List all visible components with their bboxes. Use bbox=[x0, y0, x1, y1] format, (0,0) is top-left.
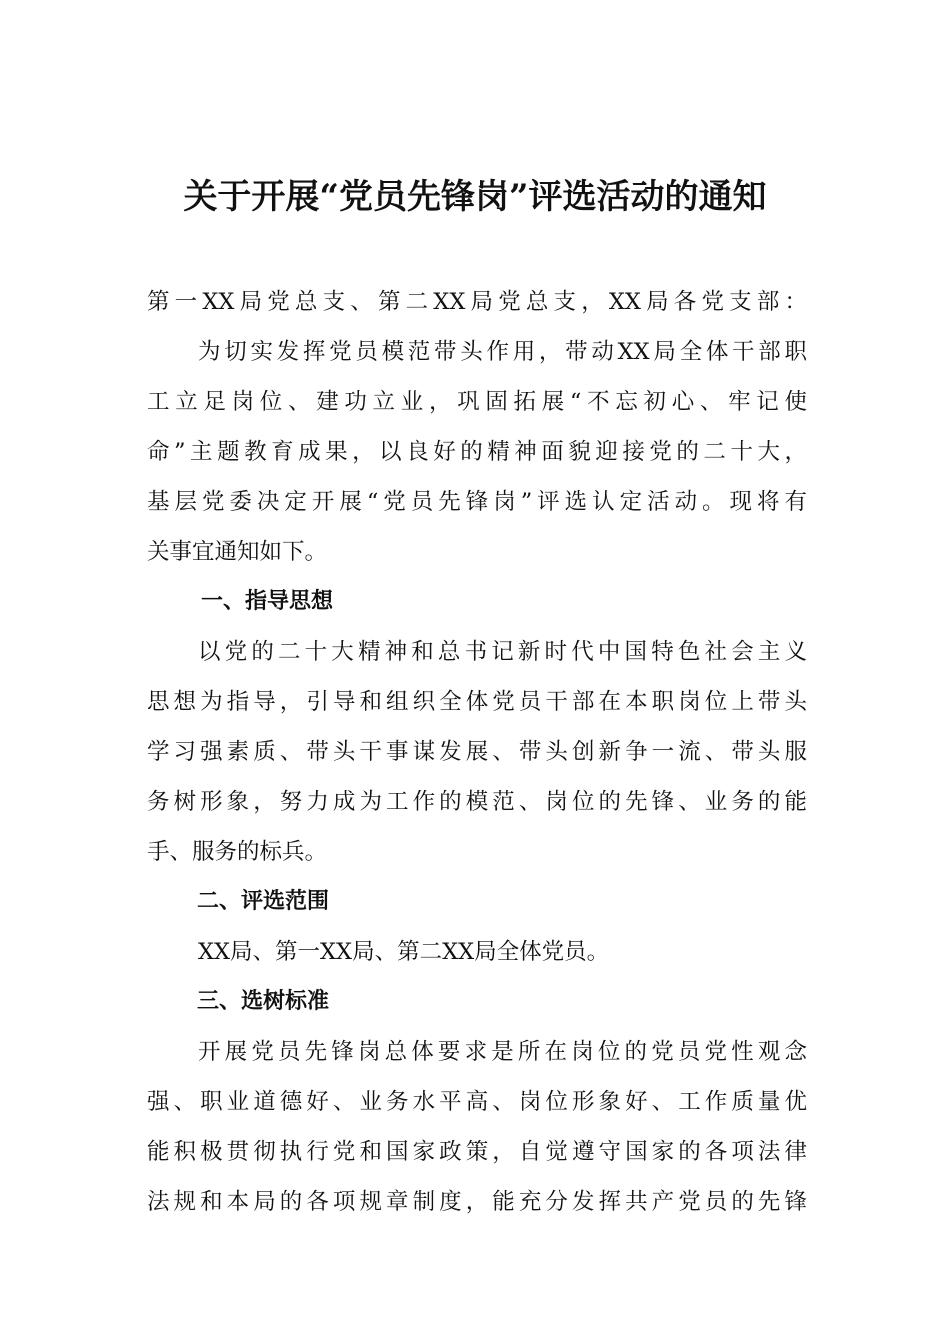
paragraph-line: 开展党员先锋岗总体要求是所在岗位的党员党性观念 bbox=[198, 1039, 807, 1065]
paragraph-line: 思想为指导，引导和组织全体党员干部在本职岗位上带头 bbox=[147, 689, 807, 715]
paragraph-line: 法规和本局的各项规章制度，能充分发挥共产党员的先锋 bbox=[147, 1189, 807, 1215]
section-heading-selection-scope: 二、评选范围 bbox=[197, 889, 330, 914]
paragraph-line: 务树形象，努力成为工作的模范、岗位的先锋、业务的能 bbox=[147, 789, 807, 815]
paragraph-line: 工立足岗位、建功立业，巩固拓展“不忘初心、牢记使 bbox=[147, 389, 807, 415]
section2-paragraph: XX局、第一XX局、第二XX局全体党员。 bbox=[198, 939, 610, 965]
section3-paragraph bbox=[147, 1027, 807, 1227]
paragraph-line: 手、服务的标兵。 bbox=[147, 839, 328, 865]
paragraph-line: 以党的二十大精神和总书记新时代中国特色社会主义 bbox=[198, 639, 807, 665]
paragraph-line: 学习强素质、带头干事谋发展、带头创新争一流、带头服 bbox=[147, 739, 807, 765]
addressee-line: 第一XX局党总支、第二XX局党总支，XX局各党支部： bbox=[147, 289, 807, 315]
paragraph-line: 命”主题教育成果，以良好的精神面貌迎接党的二十大， bbox=[147, 439, 807, 465]
section-heading-guiding-ideology: 一、指导思想 bbox=[201, 589, 334, 614]
paragraph-line: 为切实发挥党员模范带头作用，带动XX局全体干部职 bbox=[198, 339, 807, 365]
paragraph-line: 基层党委决定开展“党员先锋岗”评选认定活动。现将有 bbox=[147, 489, 807, 515]
section1-paragraph bbox=[147, 627, 807, 877]
paragraph-line: 关事宜通知如下。 bbox=[147, 539, 328, 565]
paragraph-line: 强、职业道德好、业务水平高、岗位形象好、工作质量优 bbox=[147, 1089, 807, 1115]
paragraph-line: 能积极贯彻执行党和国家政策，自觉遵守国家的各项法律 bbox=[147, 1139, 807, 1165]
document-title: 关于开展“党员先锋岗”评选活动的通知 bbox=[183, 177, 767, 217]
intro-paragraph bbox=[147, 327, 807, 577]
section-heading-selection-criteria: 三、选树标准 bbox=[197, 989, 330, 1014]
document-body bbox=[147, 277, 807, 1227]
